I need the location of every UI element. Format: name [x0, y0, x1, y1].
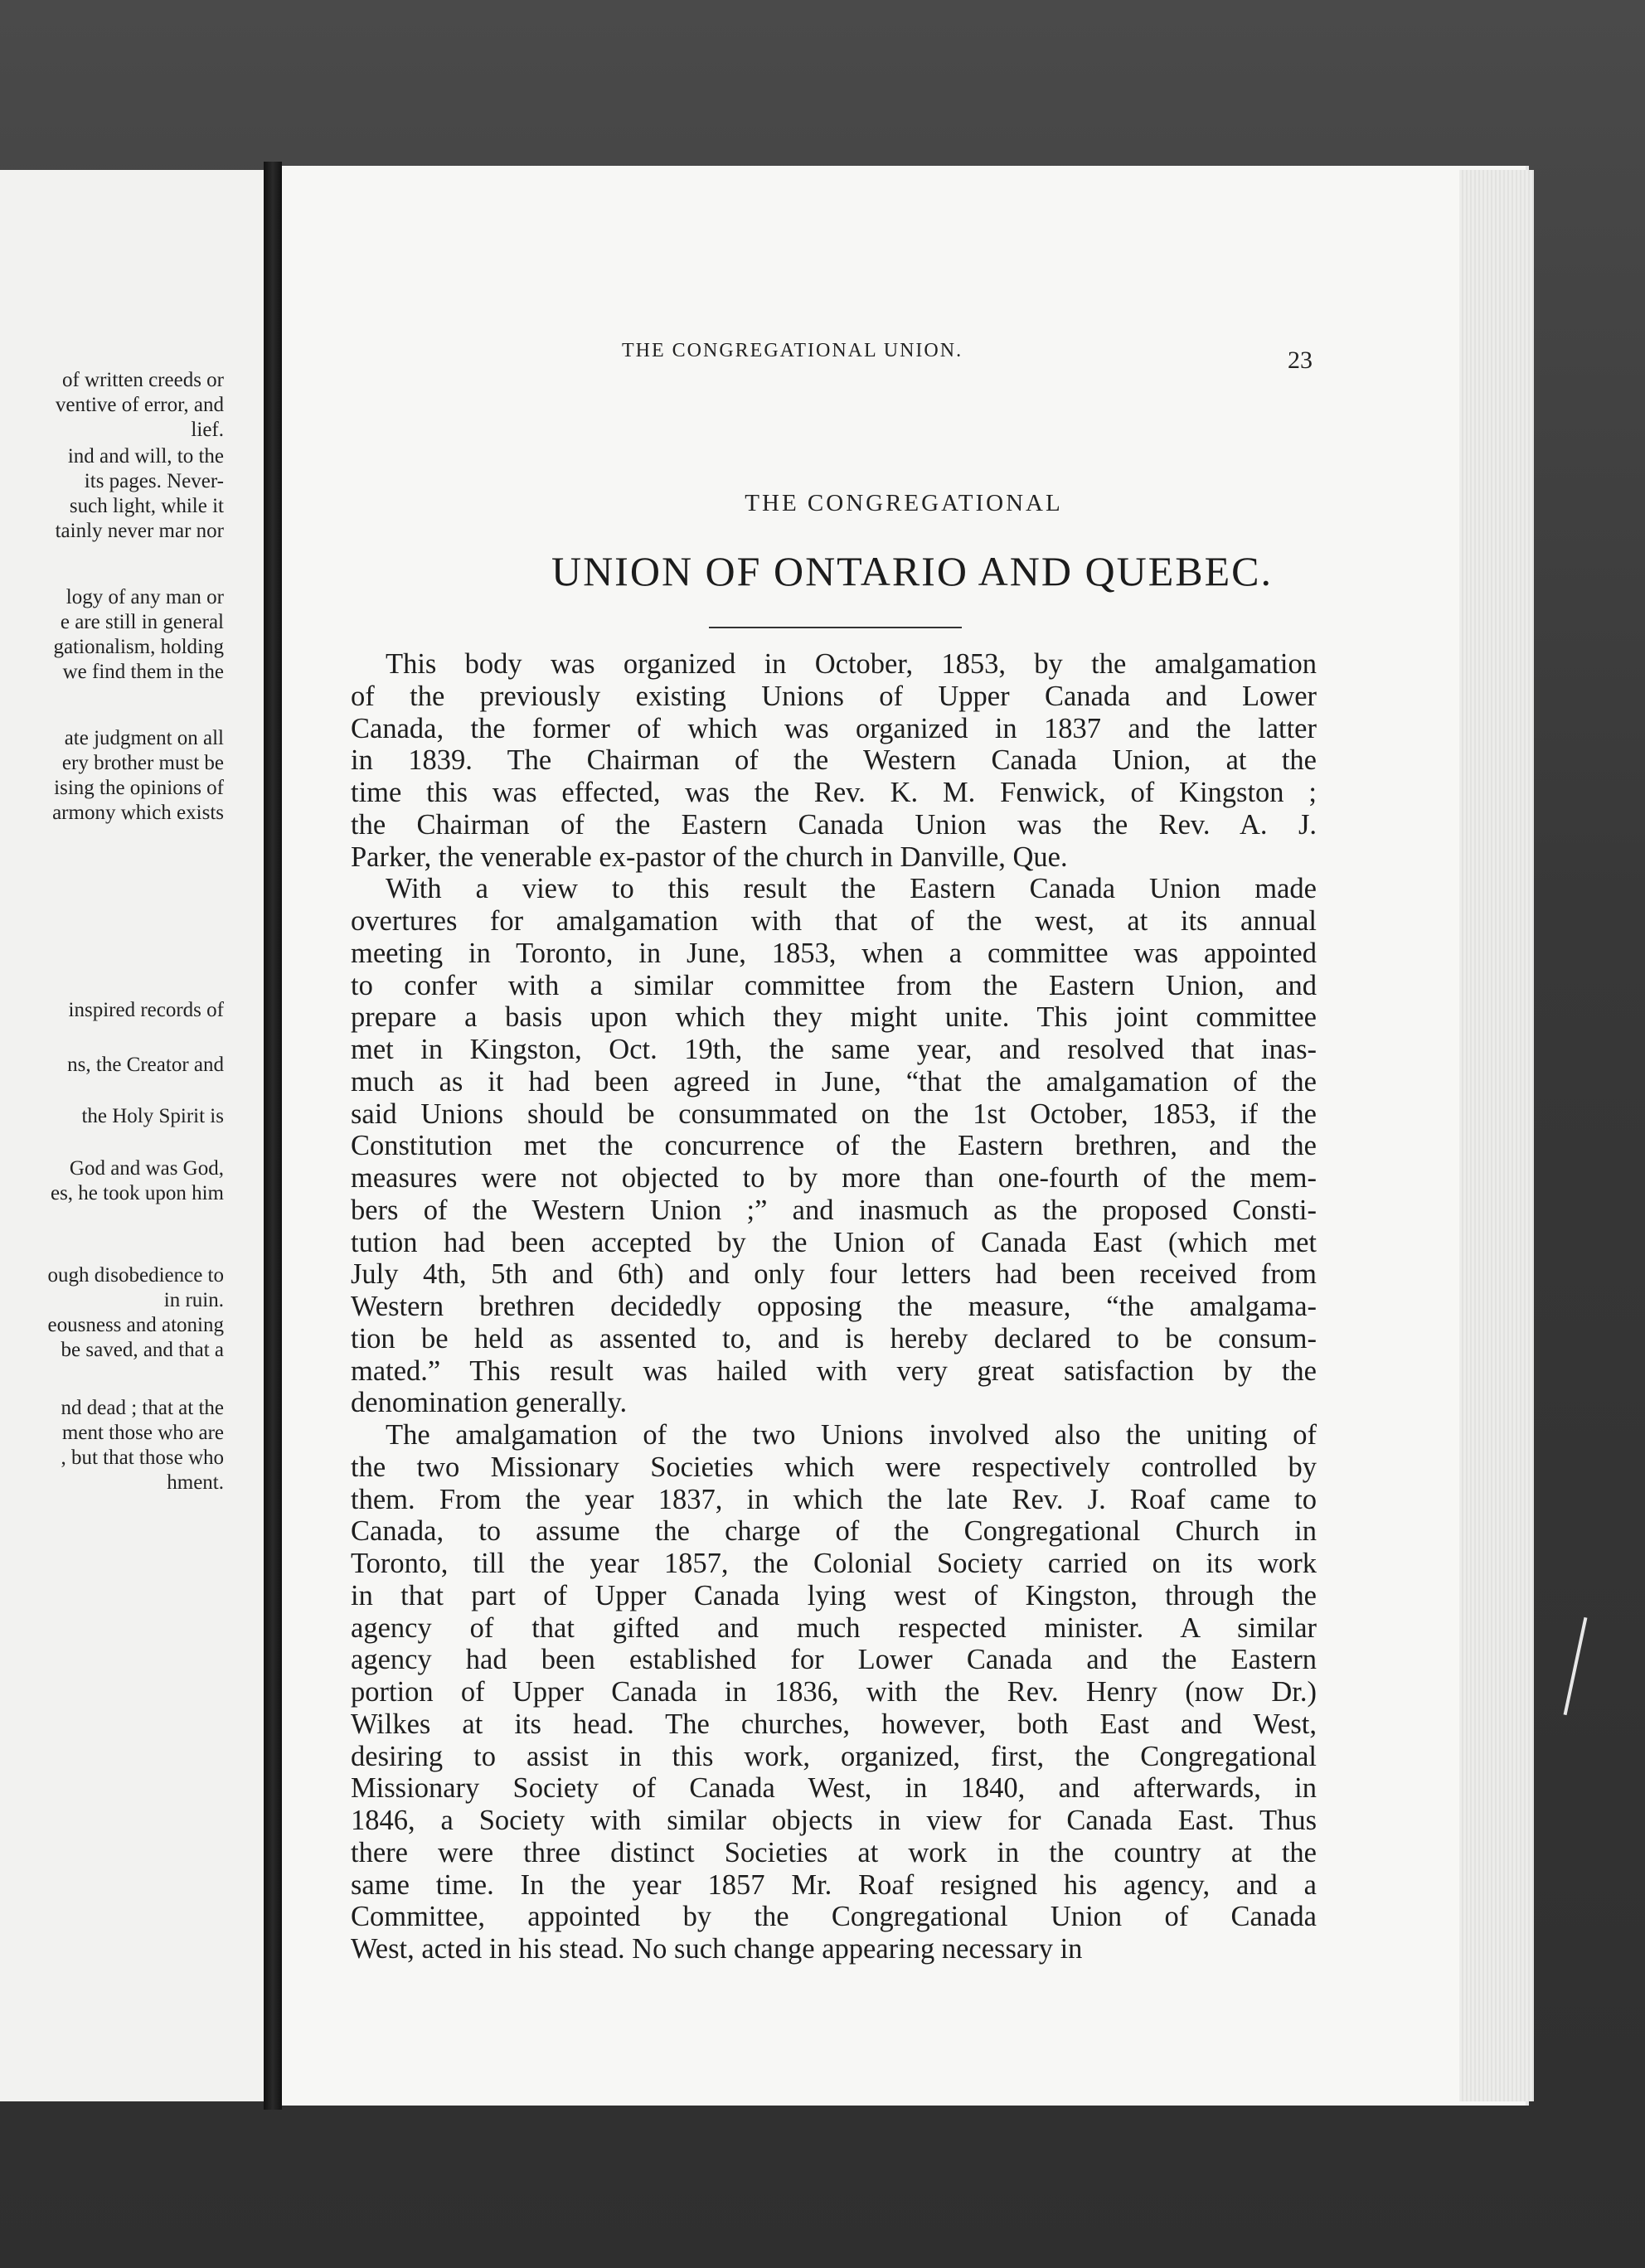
body-line: mated.” This result was hailed with very great satisfaction by the: [351, 1354, 1317, 1387]
left-page-fragment: we find them in the: [62, 661, 224, 683]
body-line: prepare a basis upon which they might unite. This joint committee: [351, 1001, 1317, 1034]
body-line: Canada, the former of which was organized in 1837 and the latter: [351, 712, 1317, 744]
left-page-fragment: God and was God,: [69, 1157, 224, 1180]
left-page-fragment: ough disobedience to: [47, 1264, 224, 1287]
left-page-fragment: lief.: [191, 419, 224, 441]
left-page-fragment: ery brother must be: [61, 752, 224, 774]
page-title: UNION OF ONTARIO AND QUEBEC.: [551, 548, 1274, 594]
body-line: July 4th, 5th and 6th) and only four letters had been received from: [351, 1258, 1317, 1291]
body-line: tion be held as assented to, and is hereby declared to be consum-: [351, 1322, 1317, 1354]
body-line: the two Missionary Societies which were respectively controlled by: [351, 1451, 1317, 1483]
title-line-1: THE CONGREGATIONAL: [745, 490, 1063, 516]
left-page-fragment: of written creeds or: [61, 369, 224, 391]
left-page-fragment: such light, while it: [69, 495, 224, 517]
left-page: [0, 170, 265, 2101]
body-line: The amalgamation of the two Unions involved also the uniting of: [386, 1419, 1317, 1451]
left-page-fragment: ventive of error, and: [55, 394, 224, 416]
body-line: With a view to this result the Eastern Canada Union made: [386, 873, 1317, 905]
body-line: This body was organized in October, 1853, by the amalgamation: [386, 648, 1317, 680]
left-page-fragment: eousness and atoning: [47, 1314, 224, 1336]
body-line: Wilkes at its head. The churches, however, both East and West,: [351, 1708, 1317, 1740]
body-line: Missionary Society of Canada West, in 1840, and afterwards, in: [351, 1772, 1317, 1805]
body-line: much as it had been agreed in June, “that the amalgamation of the: [351, 1065, 1317, 1098]
left-page-fragment: tainly never mar nor: [55, 520, 224, 542]
body-line: time this was effected, was the Rev. K. M. Fenwick, of Kingston ;: [351, 777, 1317, 808]
left-page-fragment: ment those who are: [61, 1422, 224, 1444]
left-page-fragment: ising the opinions of: [54, 777, 224, 799]
body-line: met in Kingston, Oct. 19th, the same year, and resolved that inas-: [351, 1034, 1317, 1065]
running-head: THE CONGREGATIONAL UNION.: [622, 340, 963, 361]
body-line: Constitution met the concurrence of the Eastern brethren, and the: [351, 1130, 1317, 1162]
body-line: Western brethren decidedly opposing the measure, “the amalgama-: [351, 1291, 1317, 1322]
body-line: there were three distinct Societies at work in the country at the: [351, 1836, 1317, 1868]
left-page-fragment: its pages. Never-: [84, 470, 224, 492]
body-line: agency of that gifted and much respected minister. A similar: [351, 1611, 1317, 1644]
body-line: 1846, a Society with similar objects in view for Canada East. Thus: [351, 1805, 1317, 1836]
body-text: [351, 648, 1317, 1965]
body-line: overtures for amalgamation with that of the west, at its annual: [351, 905, 1317, 937]
left-page-fragment: hment.: [167, 1471, 224, 1494]
body-line: said Unions should be consummated on the 1st October, 1853, if the: [351, 1098, 1317, 1130]
body-line: portion of Upper Canada in 1836, with the Rev. Henry (now Dr.): [351, 1676, 1317, 1708]
title-rule: [709, 627, 962, 628]
left-page-fragment: ind and will, to the: [67, 445, 224, 468]
body-line: them. From the year 1837, in which the late Rev. J. Roaf came to: [351, 1483, 1317, 1515]
body-line: desiring to assist in this work, organized, first, the Congregational: [351, 1740, 1317, 1772]
body-line: of the previously existing Unions of Upper Canada and Lower: [351, 680, 1317, 712]
body-line: Toronto, till the year 1857, the Colonial Society carried on its work: [351, 1548, 1317, 1579]
left-page-fragment: nd dead ; that at the: [61, 1397, 224, 1419]
body-line: West, acted in his stead. No such change appearing necessary in: [351, 1933, 1083, 1965]
body-line: meeting in Toronto, in June, 1853, when a committee was appointed: [351, 937, 1317, 969]
left-page-fragment: be saved, and that a: [61, 1339, 224, 1361]
left-page-fragment: e are still in general: [60, 611, 224, 633]
left-page-fragment: armony which exists: [52, 802, 224, 824]
body-line: in 1839. The Chairman of the Western Canada Union, at the: [351, 744, 1317, 777]
left-page-fragment: , but that those who: [61, 1447, 224, 1469]
body-line: Committee, appointed by the Congregational Union of Canada: [351, 1901, 1317, 1933]
page-number: 23: [1288, 346, 1313, 374]
body-line: to confer with a similar committee from the Eastern Union, and: [351, 969, 1317, 1001]
left-page-fragment: gationalism, holding: [53, 636, 224, 658]
body-line: measures were not objected to by more than one-fourth of the mem-: [351, 1162, 1317, 1194]
body-line: denomination generally.: [351, 1387, 628, 1419]
body-line: Canada, to assume the charge of the Congregational Church in: [351, 1515, 1317, 1548]
body-line: agency had been established for Lower Canada and the Eastern: [351, 1644, 1317, 1676]
left-page-fragment: es, he took upon him: [50, 1182, 224, 1204]
book-gutter: [264, 162, 282, 2110]
left-page-fragment: the Holy Spirit is: [81, 1105, 224, 1127]
left-page-fragment: logy of any man or: [66, 586, 224, 608]
body-line: Parker, the venerable ex-pastor of the church in Danville, Que.: [351, 841, 1068, 873]
body-line: bers of the Western Union ;” and inasmuch as the proposed Consti-: [351, 1194, 1317, 1226]
left-page-fragment: ns, the Creator and: [67, 1054, 224, 1076]
body-line: same time. In the year 1857 Mr. Roaf resigned his agency, and a: [351, 1868, 1317, 1901]
page-edges: [1459, 170, 1534, 2101]
body-line: tution had been accepted by the Union of Canada East (which met: [351, 1226, 1317, 1258]
left-page-fragment: in ruin.: [163, 1289, 224, 1311]
body-line: in that part of Upper Canada lying west of Kingston, through the: [351, 1579, 1317, 1611]
left-page-fragment: ate judgment on all: [64, 727, 224, 749]
left-page-fragment: inspired records of: [68, 999, 224, 1021]
body-line: the Chairman of the Eastern Canada Union was the Rev. A. J.: [351, 808, 1317, 841]
